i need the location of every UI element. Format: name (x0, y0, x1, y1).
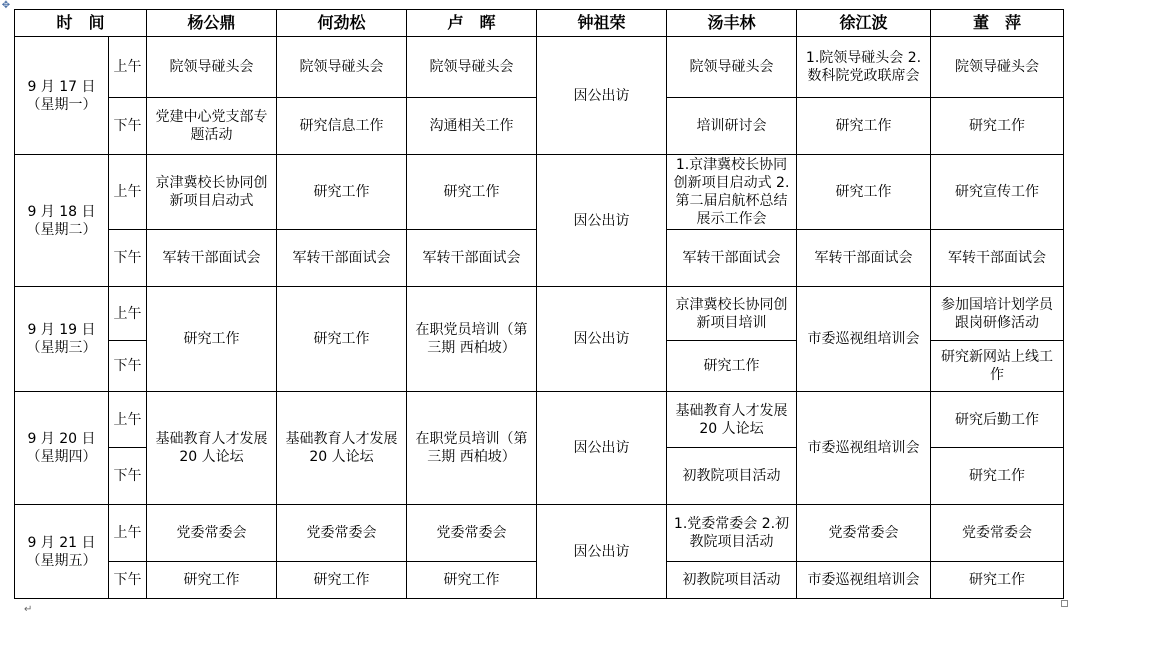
table-row (15, 392, 1064, 448)
header-name-he: 何劲松 (277, 10, 407, 37)
cell-dong: 军转干部面试会 (931, 230, 1064, 287)
cell-yang: 党委常委会 (147, 505, 277, 562)
weekday-label: （星期三） (26, 340, 97, 356)
header-name-tang: 汤丰林 (667, 10, 797, 37)
header-name-xu: 徐江波 (797, 10, 931, 37)
cell-tang: 军转干部面试会 (667, 230, 797, 287)
cell-dong: 参加国培计划学员跟岗研修活动 (931, 287, 1064, 341)
cell-xu: 1.院领导碰头会 2.数科院党政联席会 (797, 37, 931, 98)
cell-dong: 党委常委会 (931, 505, 1064, 562)
weekday-label: （星期二） (26, 221, 97, 238)
cell-tang: 1.党委常委会 2.初教院项目活动 (667, 505, 797, 562)
pm-label: 下午 (109, 341, 147, 392)
header-name-zhong: 钟祖荣 (537, 10, 667, 37)
weekday-label: （星期五） (26, 552, 97, 569)
cell-lu: 沟通相关工作 (407, 98, 537, 155)
cell-zhong: 因公出访 (537, 392, 667, 505)
cell-xu: 市委巡视组培训会 (797, 392, 931, 505)
cell-zhong: 因公出访 (537, 287, 667, 392)
pm-label: 下午 (109, 448, 147, 505)
cell-lu: 党委常委会 (407, 505, 537, 562)
table-row (15, 505, 1064, 562)
cell-tang: 研究工作 (667, 341, 797, 392)
cell-tang: 1.京津冀校长协同创新项目启动式 2.第二届启航杯总结展示工作会 (667, 155, 797, 230)
am-label: 上午 (109, 505, 147, 562)
date-cell (15, 287, 109, 392)
table-anchor-icon[interactable]: ✥ (1, 0, 11, 11)
weekday-label: （星期四） (26, 449, 97, 465)
cell-xu: 市委巡视组培训会 (797, 287, 931, 392)
date-cell (15, 505, 109, 599)
table-row (15, 37, 1064, 98)
date-label: 9 月 19 日 (27, 322, 96, 338)
cell-lu: 研究工作 (407, 562, 537, 599)
cell-lu: 研究工作 (407, 155, 537, 230)
table-resize-handle[interactable] (1061, 600, 1068, 607)
cell-zhong: 因公出访 (537, 37, 667, 155)
cell-dong: 研究工作 (931, 562, 1064, 599)
cell-he: 党委常委会 (277, 505, 407, 562)
weekday-label: （星期一） (26, 96, 97, 113)
cell-zhong: 因公出访 (537, 155, 667, 287)
header-name-lu: 卢 晖 (407, 10, 537, 37)
am-label: 上午 (109, 287, 147, 341)
cell-tang: 基础教育人才发展 20 人论坛 (667, 392, 797, 448)
pm-label: 下午 (109, 98, 147, 155)
cell-he: 研究工作 (277, 155, 407, 230)
cell-dong: 研究新网站上线工作 (931, 341, 1064, 392)
am-label: 上午 (109, 37, 147, 98)
pm-label: 下午 (109, 230, 147, 287)
cell-yang: 研究工作 (147, 287, 277, 392)
cell-he: 基础教育人才发展 20 人论坛 (277, 392, 407, 505)
cell-xu: 党委常委会 (797, 505, 931, 562)
pm-label: 下午 (109, 562, 147, 599)
cell-yang: 党建中心党支部专题活动 (147, 98, 277, 155)
cell-he: 院领导碰头会 (277, 37, 407, 98)
cell-yang: 军转干部面试会 (147, 230, 277, 287)
cell-yang: 院领导碰头会 (147, 37, 277, 98)
date-label: 9 月 18 日 (27, 203, 96, 220)
cell-yang: 研究工作 (147, 562, 277, 599)
date-label: 9 月 21 日 (27, 534, 96, 551)
table-row (15, 155, 1064, 230)
cell-xu: 军转干部面试会 (797, 230, 931, 287)
cell-xu: 研究工作 (797, 98, 931, 155)
cell-zhong: 因公出访 (537, 505, 667, 599)
cell-dong: 研究工作 (931, 98, 1064, 155)
header-name-dong: 董 萍 (931, 10, 1064, 37)
cell-tang: 初教院项目活动 (667, 562, 797, 599)
cell-he: 研究工作 (277, 562, 407, 599)
cell-yang: 基础教育人才发展 20 人论坛 (147, 392, 277, 505)
paragraph-mark-icon: ↵ (24, 604, 33, 615)
header-time: 时 间 (15, 10, 147, 37)
cell-tang: 培训研讨会 (667, 98, 797, 155)
am-label: 上午 (109, 392, 147, 448)
cell-xu: 市委巡视组培训会 (797, 562, 931, 599)
cell-lu: 院领导碰头会 (407, 37, 537, 98)
header-name-yang: 杨公鼎 (147, 10, 277, 37)
cell-dong: 研究后勤工作 (931, 392, 1064, 448)
cell-dong: 院领导碰头会 (931, 37, 1064, 98)
cell-lu: 在职党员培训（第三期 西柏坡） (407, 287, 537, 392)
date-label: 9 月 17 日 (27, 78, 96, 95)
cell-lu: 军转干部面试会 (407, 230, 537, 287)
header-row (15, 10, 1064, 37)
cell-tang: 京津冀校长协同创新项目培训 (667, 287, 797, 341)
cell-he: 研究信息工作 (277, 98, 407, 155)
table-row (15, 287, 1064, 341)
date-label: 9 月 20 日 (27, 431, 96, 447)
date-cell (15, 392, 109, 505)
cell-he: 研究工作 (277, 287, 407, 392)
schedule-table (14, 9, 1064, 599)
cell-dong: 研究宣传工作 (931, 155, 1064, 230)
cell-tang: 初教院项目活动 (667, 448, 797, 505)
cell-lu: 在职党员培训（第三期 西柏坡） (407, 392, 537, 505)
cell-he: 军转干部面试会 (277, 230, 407, 287)
cell-xu: 研究工作 (797, 155, 931, 230)
cell-tang: 院领导碰头会 (667, 37, 797, 98)
am-label: 上午 (109, 155, 147, 230)
date-cell (15, 37, 109, 155)
cell-yang: 京津冀校长协同创新项目启动式 (147, 155, 277, 230)
date-cell (15, 155, 109, 287)
cell-dong: 研究工作 (931, 448, 1064, 505)
